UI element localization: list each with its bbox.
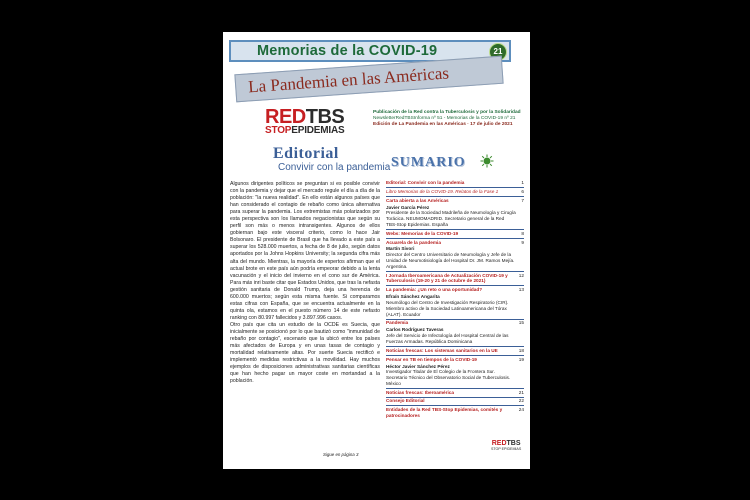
toc-title: Webs: Memorias de la COVID-19 xyxy=(386,230,459,236)
toc-entry xyxy=(386,273,524,285)
toc-page-number: 1 xyxy=(521,180,524,185)
toc-entry xyxy=(386,320,524,326)
pub-line-1: Publicación de la Red contra la Tuberculosis y por la Solidaridad xyxy=(373,110,521,115)
editorial-paragraph-1: Algunos dirigentes políticos se preguntan si es posible convivir con la pandemia y dejar que el mercado regule el día a día de la población: "la nueva realidad". En ello están algunos países que han considerado el contagio de rebaño como única alternativa para superar la pandemia. Los extremistas más polarizados por esta perspectiva son los llamados negacionistas que según su perfil son más o menos intransigentes. Algunos de ellos gobiernan bajo este visceral criterio, como lo hace Jair Bolsonaro. El presidente de Brasil que ha llevado a este país a superar los 528.000 muertos, a fecha de 8 de julio, según datos aportados por la Johns Hopkins University; la segunda cifra más alta del mundo. Mientras, la mayoría de expertos afirman que el actual brote en este país aún podría empeorar debido a la lenta vacunación y el inicio del invierno en el cono sur de América. Para más inri baste citar que Estados Unidos, que tras la nefasta gestión sanitaria de Donald Trump, deja una herencia de 600.000 muertos; según esta misma fuente. Si comparamos estas cifras con España, que se encuentra actualmente en la quinta ola, estamos en el puesto número 14 de este nefasto ranking con 80.997 fallecidos y 3.897.996 casos. xyxy=(230,181,380,321)
toc-entry xyxy=(386,407,524,419)
toc-page-number: 9 xyxy=(521,239,524,245)
toc-entry xyxy=(386,246,524,269)
footer-logo-stop: STOP EPIDEMIAS xyxy=(491,447,522,451)
toc-page-number: 22 xyxy=(518,398,524,404)
editorial-heading: Editorial xyxy=(273,145,339,162)
toc-entry xyxy=(386,287,524,293)
toc-author: Efraín Sánchez Angarita xyxy=(386,294,440,300)
toc-title: Noticias frescas: Iberoamérica xyxy=(386,389,455,395)
sumario-heading: SUMARIO xyxy=(391,155,466,170)
logo-epidemias: EPIDEMIAS xyxy=(291,125,345,136)
toc-entry xyxy=(386,364,524,387)
toc-author: Carlos Rodríguez Taveras xyxy=(386,327,444,333)
footer-logo-tbs: TBS xyxy=(506,440,521,447)
toc-author-detail: Neumólogo del Centro de Investigación Respiratorio (CIR). Miembro activo de la Sociedad Latinoamericana del Tórax (ALAT). Ecuador xyxy=(386,300,509,317)
toc-title: La pandemia: ¿Un reto o una oportunidad? xyxy=(386,287,483,293)
toc-entry xyxy=(386,205,524,228)
toc-title: Pensar en TB en tiempos de la COVID-19 xyxy=(386,356,477,362)
virus-icon xyxy=(480,154,494,168)
toc-author-detail: Presidente de la Sociedad Madrileña de Neumología y Cirugía Torácica. NEUMOMADRID. Secretario general de la Red TBS-Stop Epidemias. España xyxy=(386,210,516,227)
pub-line-2: NewsletterRedTBSInforma nº 51 - Memorias de la COVID-19 nº 21 xyxy=(373,116,516,122)
editorial-body xyxy=(230,181,380,385)
toc-entry xyxy=(386,398,524,404)
publication-info xyxy=(373,110,525,129)
toc-title: Carta abierta a las Américas xyxy=(386,197,449,203)
toc-page-number: 6 xyxy=(521,188,524,194)
toc-page-number: 15 xyxy=(518,320,524,326)
toc-entry xyxy=(386,240,524,246)
logo-tbs: TBS xyxy=(305,106,345,128)
toc-page-number: 19 xyxy=(518,356,524,362)
toc-page-number: 21 xyxy=(518,389,524,395)
editorial-paragraph-2: Otro país que cita un estudio de la OCDE es Suecia, que inicialmente se posicionó por lo que bautizó como "inmunidad de rebaño por contagio", escenario que la ubicó entre los países más afectados de Europa y en unas tasas de contagio y mortalidad relativamente altas. Por suerte Suecia rectificó e implementó medidas restrictivas a la movilidad. Hay muchos ejemplos de disposiciones administrativas sanitarias científicas que han hecho pagar un mayor coste en mortandad a la población. xyxy=(230,321,380,385)
toc-title: Consejo Editorial xyxy=(386,398,425,404)
logo-red: RED xyxy=(265,106,306,128)
toc-entry xyxy=(386,294,524,317)
toc-entry xyxy=(386,189,524,195)
toc-author: Martín Sivori xyxy=(386,246,415,252)
toc-entry xyxy=(386,357,524,363)
toc-title: Pandemia xyxy=(386,320,409,326)
toc-author: Javier García Pérez xyxy=(386,204,430,210)
toc-title: Entidades de la Red TBS-Stop Epidemias, comités y patrocinadores xyxy=(386,407,503,419)
table-of-contents xyxy=(386,180,524,420)
toc-entry xyxy=(386,231,524,237)
toc-page-number: 18 xyxy=(518,347,524,353)
issue-number-badge: 21 xyxy=(489,43,507,61)
toc-title: Libro Memorias de la COVID-19. Relatos de la Fase 1 xyxy=(386,188,499,194)
toc-entry xyxy=(386,198,524,204)
toc-author-detail: Jefe del Servicio de Infectología del Hospital Central de las Fuerzas Armadas. República Dominicana xyxy=(386,333,509,344)
pub-line-3: Edición de La Pandemia en las Américas · 17 de julio de 2021 xyxy=(373,122,513,128)
toc-page-number: 24 xyxy=(518,407,524,413)
toc-entry xyxy=(386,348,524,354)
toc-title: I Jornada Iberoamericana de Actualización COVID-19 y Tuberculosis (19-20 y 21 de octubre de 2021) xyxy=(386,272,508,284)
toc-title: Noticias frescas: Los sistemas sanitarios en la UE xyxy=(386,347,498,353)
toc-page-number: 7 xyxy=(521,197,524,203)
main-title: Memorias de la COVID-19 xyxy=(257,43,438,59)
footer-logo-red: RED xyxy=(491,440,507,447)
toc-entry xyxy=(386,180,524,186)
toc-entry xyxy=(386,327,524,344)
toc-entry xyxy=(386,390,524,396)
subtitle: La Pandemia en las Américas xyxy=(247,63,450,97)
newsletter-page xyxy=(223,32,530,469)
toc-author-detail: Director del Centro Universitario de Neumología y Jefe de la Unidad de Neumotisiología del Hospital Dr. JM. Ramos Mejía. Argentina. xyxy=(386,252,515,269)
toc-page-number: 13 xyxy=(518,287,524,293)
toc-author: Héctor Javier Sánchez Pérez xyxy=(386,363,450,369)
footer-logo xyxy=(491,440,521,451)
toc-page-number: 8 xyxy=(521,230,524,236)
toc-page-number: 12 xyxy=(518,272,524,278)
continues-note: Sigue en página 3 xyxy=(323,452,359,457)
logo-stop: STOP xyxy=(265,125,292,136)
editorial-subheading: Convivir con la pandemia xyxy=(278,162,391,173)
toc-author-detail: Investigador Titular de El Colegio de la Frontera Sur. Secretario Técnico del Observatorio Social de Tuberculosis. México xyxy=(386,369,511,386)
toc-title: Acuarela de la pandemia xyxy=(386,239,441,245)
redtbs-logo xyxy=(265,106,344,136)
toc-title: Editorial: Convivir con la pandemia xyxy=(386,180,465,185)
subtitle-banner xyxy=(234,56,503,103)
